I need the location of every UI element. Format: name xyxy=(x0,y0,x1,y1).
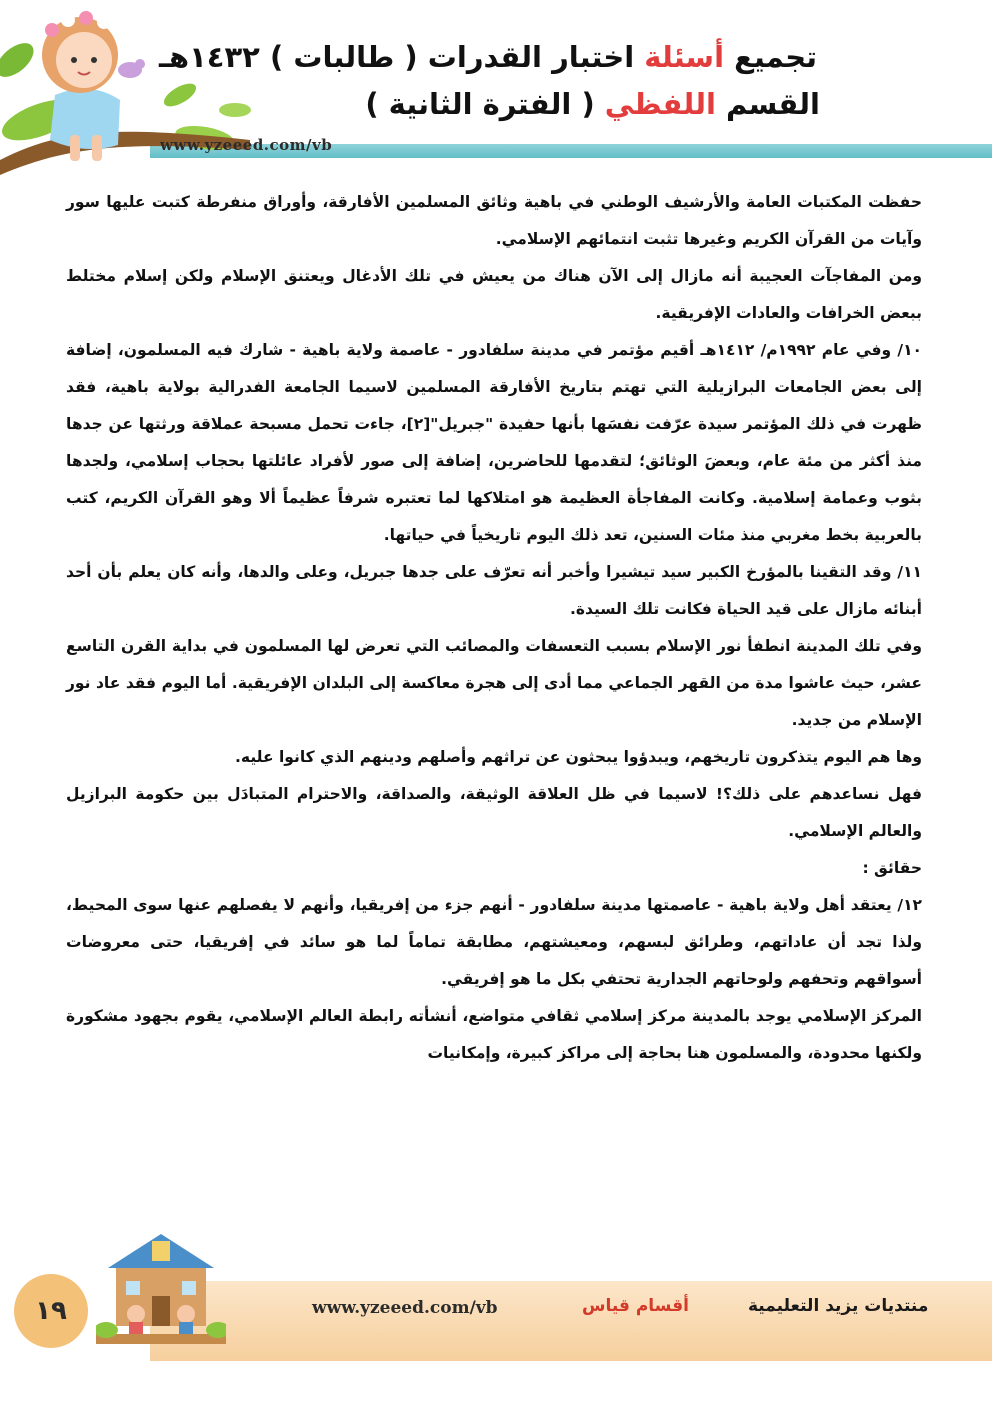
title-line1-accent: أسئلة xyxy=(644,40,725,74)
footer-band xyxy=(150,1281,992,1361)
page-title-line1 xyxy=(159,40,817,74)
paragraph: وها هم اليوم يتذكرون تاريخهم، ويبدؤوا يبحثون عن تراثهم وأصلهم ودينهم الذي كانوا عليه. xyxy=(235,748,922,766)
paragraph: حفظت المكتبات العامة والأرشيف الوطني في باهية وثائق المسلمين الأفارقة، وأوراق منفرطة كتبت عليها سور وآيات من القرآن الكريم وغيرها تثبت انتمائهم الإسلامي. xyxy=(66,193,922,248)
paragraph: ١١/ وقد التقينا بالمؤرخ الكبير سيد تيشيرا وأخبر أنه تعرّف على جدها جبريل، وعلى والدها، وأنه كان يعلم بأن أحد أبنائه مازال على قيد الحياة فكانت تلك السيدة. xyxy=(66,563,922,618)
paragraph: المركز الإسلامي يوجد بالمدينة مركز إسلامي ثقافي متواضع، أنشأته رابطة العالم الإسلامي، يقوم بجهود مشكورة ولكنها محدودة، والمسلمون هنا بحاجة إلى مراكز كبيرة، وإمكانيات xyxy=(66,1007,922,1062)
footer-forum-name: منتديات يزيد التعليمية xyxy=(748,1296,929,1316)
title-line1-rest: اختبار القدرات ( طالبات ) xyxy=(259,40,645,74)
title-line1-year: ١٤٣٢هـ xyxy=(159,40,260,74)
page-number-badge xyxy=(14,1274,88,1348)
title-line2-prefix: القسم xyxy=(715,87,820,121)
page-title-line2 xyxy=(365,87,820,121)
paragraph: ١٢/ يعتقد أهل ولاية باهية - عاصمتها مدينة سلفادور - أنهم جزء من إفريقيا، وأنهم لا يفصلهم عنها سوى المحيط، ولذا تجد أن عاداتهم، وطرائق لبسهم، ومعيشتهم، مطابقة تماماً لما هو سائد في إفريقيا، حتى معروضات أسواقهم وتحفهم ولوحاتهم الجدارية تحتفي بكل ما هو إفريقي. xyxy=(66,896,922,988)
paragraph: وفي تلك المدينة انطفأ نور الإسلام بسبب التعسفات والمصائب التي تعرض لها المسلمون في بداية القرن التاسع عشر، حيث عاشوا مدة من القهر الجماعي مما أدى إلى هجرة معاكسة إلى البلدان الإفريقية. أما اليوم فقد عاد نور الإسلام من جديد. xyxy=(66,637,922,729)
title-line2-accent: اللفظي xyxy=(604,87,716,121)
section-heading: حقائق : xyxy=(862,859,922,877)
footer-url-link[interactable]: www.yzeeed.com/vb xyxy=(312,1298,498,1318)
title-line2-rest: ( الفترة الثانية ) xyxy=(365,87,605,121)
paragraph: ومن المفاجآت العجيبة أنه مازال إلى الآن هناك من يعيش في تلك الأدغال ويعتنق الإسلام ولكن إسلام مختلط ببعض الخرافات والعادات الإفريقية. xyxy=(66,267,922,322)
school-illustration xyxy=(96,1226,226,1346)
header-url-link[interactable]: www.yzeeed.com/vb xyxy=(160,136,333,154)
title-line1-prefix: تجميع xyxy=(724,40,817,74)
paragraph: فهل نساعدهم على ذلك؟! لاسيما في ظل العلاقة الوثيقة، والصداقة، والاحترام المتبادَل بين حكومة البرازيل والعالم الإسلامي. xyxy=(66,785,922,840)
paragraph: ١٠/ وفي عام ١٩٩٢م/ ١٤١٢هـ أقيم مؤتمر في مدينة سلفادور - عاصمة ولاية باهية - شارك فيه المسلمون، إضافة إلى بعض الجامعات البرازيلية التي تهتم بتاريخ الأفارقة المسلمين لاسيما الجامعة الفدرالية بولاية باهية، فقد ظهرت في ذلك المؤتمر سيدة عرّفت نفسَها بأنها حفيدة "جبريل"[٢]، جاءت تحمل مسبحة عملاقة ورثتها عن جدها منذ أكثر من مئة عام، وبعضَ الوثائق؛ لتقدمها للحاضرين، إضافة إلى صور لأفراد عائلتها بحجاب إسلامي، ولجدها بثوب وعمامة إسلامية. وكانت المفاجأة العظيمة هو امتلاكها لما تعتبره شرفاً عظيماً ألا وهو القرآن الكريم، كتب بالعربية بخط مغربي منذ مئات السنين، تعد ذلك اليوم تاريخياً في حياتها. xyxy=(66,341,922,544)
article-body xyxy=(66,184,922,1072)
footer-section-label: أقسام قياس xyxy=(582,1296,689,1316)
page-number: ١٩ xyxy=(35,1296,67,1326)
